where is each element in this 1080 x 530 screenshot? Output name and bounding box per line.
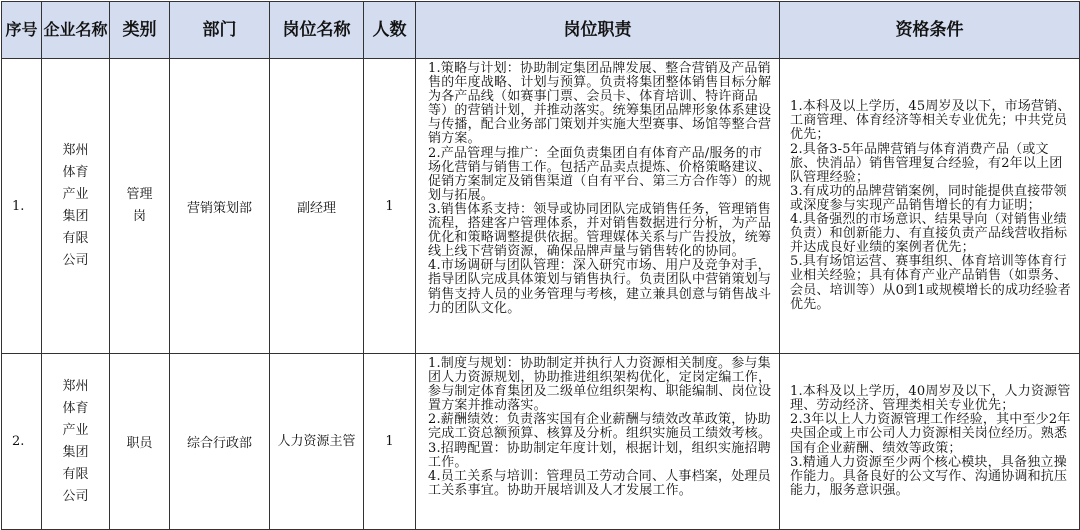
- header-company-text: 企业名称: [43, 20, 108, 39]
- header-category: 类别: [110, 2, 170, 59]
- row-count: 1: [364, 59, 416, 354]
- row-duties: [416, 354, 780, 530]
- row-qualifications: [780, 59, 1080, 354]
- header-company: [42, 2, 110, 59]
- duty-item: 2.薪酬绩效：负责落实国有企业薪酬与绩效改革政策，协助完成工资总额预算、核算及分析。组织实施员工绩效考核。: [428, 412, 772, 442]
- row-company: [42, 354, 110, 530]
- qualification-item: 1.本科及以上学历，45周岁及以下，市场营销、工商管理、体育经济等相关专业优先；中共党员优先；: [790, 99, 1071, 143]
- duty-item: 3.销售体系支持：领导或协同团队完成销售任务，管理销售流程，搭建客户管理体系，并对销售数据进行分析，为产品优化和策略调整提供依据。管理媒体关系与广告投放，统筹线上线下营销资源，确保品牌声量与销售转化的协同。: [428, 201, 772, 260]
- recruitment-table: [1, 1, 1080, 530]
- row-company-text: 郑州体育产业集团有限公司: [62, 143, 89, 268]
- table-row: [2, 354, 1080, 530]
- header-seq-text: 序号: [5, 20, 38, 39]
- row-category: [110, 59, 170, 354]
- row-position: [270, 354, 364, 530]
- row-seq: 2.: [2, 354, 42, 530]
- row-category-text: 管理岗: [126, 187, 153, 224]
- qualification-item: 3.精通人力资源至少两个核心模块，具备独立操作能力。具备良好的公文写作、沟通协调和抗压能力，服务意识强。: [790, 454, 1068, 498]
- row-position-text: 人力资源主管: [277, 433, 356, 449]
- qualification-item: 3.有成功的品牌营销案例，同时能提供直接带领或深度参与实现产品销售增长的有力证明；: [790, 183, 1067, 213]
- duty-item: 4.员工关系与培训：管理员工劳动合同、人事档案，处理员工关系事宜。协助开展培训及人才发展工作。: [428, 468, 771, 498]
- duty-item: 4.市场调研与团队管理：深入研究市场、用户及竞争对手，指导团队完成具体策划与销售执行。负责团队中营销策划与销售支持人员的业务管理与考核，建立兼具创意与销售战斗力的团队文化。: [428, 258, 772, 316]
- qualification-item: 1.本科及以上学历，40周岁及以下，人力资源管理、劳动经济、管理类相关专业优先；: [790, 384, 1071, 414]
- row-company: [42, 59, 110, 354]
- row-duties: [416, 59, 780, 354]
- qualification-item: 5.具有场馆运营、赛事组织、体育培训等体育行业相关经验；具有体育产业产品销售（如票务、会员、培训等）从0到1或规模增长的成功经验者优先。: [790, 254, 1071, 312]
- duty-item: 2.产品管理与推广：全面负责集团自有体育产品/服务的市场化营销与销售工作。包括产品卖点提炼、价格策略建议、促销方案制定及销售渠道（自有平台、第三方合作等）的规划与拓展。: [428, 145, 772, 203]
- row-qualifications: [780, 354, 1080, 530]
- header-duties: 岗位职责: [416, 2, 780, 59]
- header-qualifications: 资格条件: [780, 2, 1080, 59]
- duty-item: 1.制度与规划：协助制定并执行人力资源相关制度。参与集团人力资源规划，协助推进组织架构优化，定岗定编工作，参与制定体育集团及二级单位组织架构、职能编制、岗位设置方案并推动落实。: [428, 356, 772, 414]
- header-seq: [2, 2, 42, 59]
- header-row: [2, 2, 1080, 59]
- duty-item: 3.招聘配置：协助制定年度计划，根据计划，组织实施招聘工作。: [428, 440, 771, 470]
- qualification-item: 2.3年以上人力资源管理工作经验，其中至少2年央国企或上市公司人力资源相关岗位经历。熟悉国有企业薪酬、绩效等政策；: [790, 412, 1071, 456]
- row-count: 1: [364, 354, 416, 530]
- row-dept: 营销策划部: [170, 59, 270, 354]
- header-count: 人数: [364, 2, 416, 59]
- row-category: 职员: [110, 354, 170, 530]
- duty-item: 1.策略与计划：协助制定集团品牌发展、整合营销及产品销售的年度战略、计划与预算。负责将集团整体销售目标分解为各产品线（如赛事门票、会员卡、体育培训、特许商品等）的营销计划，并推动落实。统筹集团品牌形象体系建设与传播，配合业务部门策划并实施大型赛事、场馆等整合营销方案。: [428, 61, 772, 147]
- row-dept: 综合行政部: [170, 354, 270, 530]
- table-row: [2, 59, 1080, 354]
- qualification-item: 2.具备3-5年品牌营销与体育消费产品（或文旅、快消品）销售管理复合经验，有2年以上团队管理经验；: [790, 141, 1063, 185]
- row-position: 副经理: [270, 59, 364, 354]
- row-company-text: 郑州体育产业集团有限公司: [62, 378, 89, 504]
- qualification-item: 4.具备强烈的市场意识、结果导向（对销售业绩负责）和创新能力、有直接负责产品线营收指标并达成良好业绩的案例者优先；: [790, 212, 1068, 256]
- row-seq: 1.: [2, 59, 42, 354]
- header-dept: 部门: [170, 2, 270, 59]
- header-position: 岗位名称: [270, 2, 364, 59]
